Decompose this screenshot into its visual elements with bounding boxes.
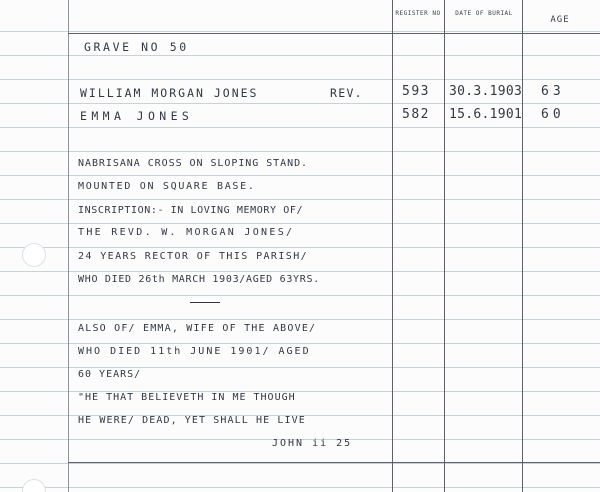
description-line: MOUNTED ON SQUARE BASE. [78, 181, 256, 192]
entry-burial-date: 15.6.1901 [449, 107, 523, 122]
inscription-line: 60 YEARS/ [78, 369, 142, 380]
entry-age: 63 [541, 84, 565, 99]
age-column-divider [522, 0, 523, 492]
entry-name: WILLIAM MORGAN JONES [80, 86, 259, 100]
age-header: AGE [550, 15, 570, 25]
punch-hole [22, 479, 46, 492]
punch-hole [22, 243, 46, 267]
register-no-header: REGISTER NO [395, 10, 441, 17]
inscription-line: JOHN ii 25 [272, 438, 353, 449]
header-rule [68, 33, 600, 34]
date-of-burial-header: DATE OF BURIAL [455, 10, 513, 17]
description-line: 24 YEARS RECTOR OF THIS PARISH/ [78, 251, 309, 262]
date-column-divider [444, 0, 445, 492]
inscription-line: ALSO OF/ EMMA, WIFE OF THE ABOVE/ [78, 323, 317, 334]
entry-burial-date: 30.3.1903 [449, 84, 523, 99]
entry-register-no: 582 [402, 107, 430, 122]
description-line: THE REVD. W. MORGAN JONES/ [78, 227, 295, 238]
margin-line [68, 0, 69, 492]
inscription-line: HE WERE/ DEAD, YET SHALL HE LIVE [78, 415, 306, 426]
description-line: NABRISANA CROSS ON SLOPING STAND. [78, 158, 309, 169]
entry-register-no: 593 [402, 84, 430, 99]
inscription-line: WHO DIED 11th JUNE 1901/ AGED [78, 346, 311, 357]
entry-age: 60 [541, 107, 565, 122]
section-divider [190, 302, 220, 303]
register-column-divider [392, 0, 393, 492]
entry-title: REV. [330, 86, 363, 100]
footer-rule [68, 462, 600, 463]
description-line: WHO DIED 26th MARCH 1903/AGED 63YRS. [78, 274, 320, 285]
grave-title: GRAVE NO 50 [84, 40, 189, 54]
entry-name: EMMA JONES [80, 109, 194, 123]
inscription-line: "HE THAT BELIEVETH IN ME THOUGH [78, 392, 296, 403]
description-line: INSCRIPTION:- IN LOVING MEMORY OF/ [78, 205, 304, 216]
